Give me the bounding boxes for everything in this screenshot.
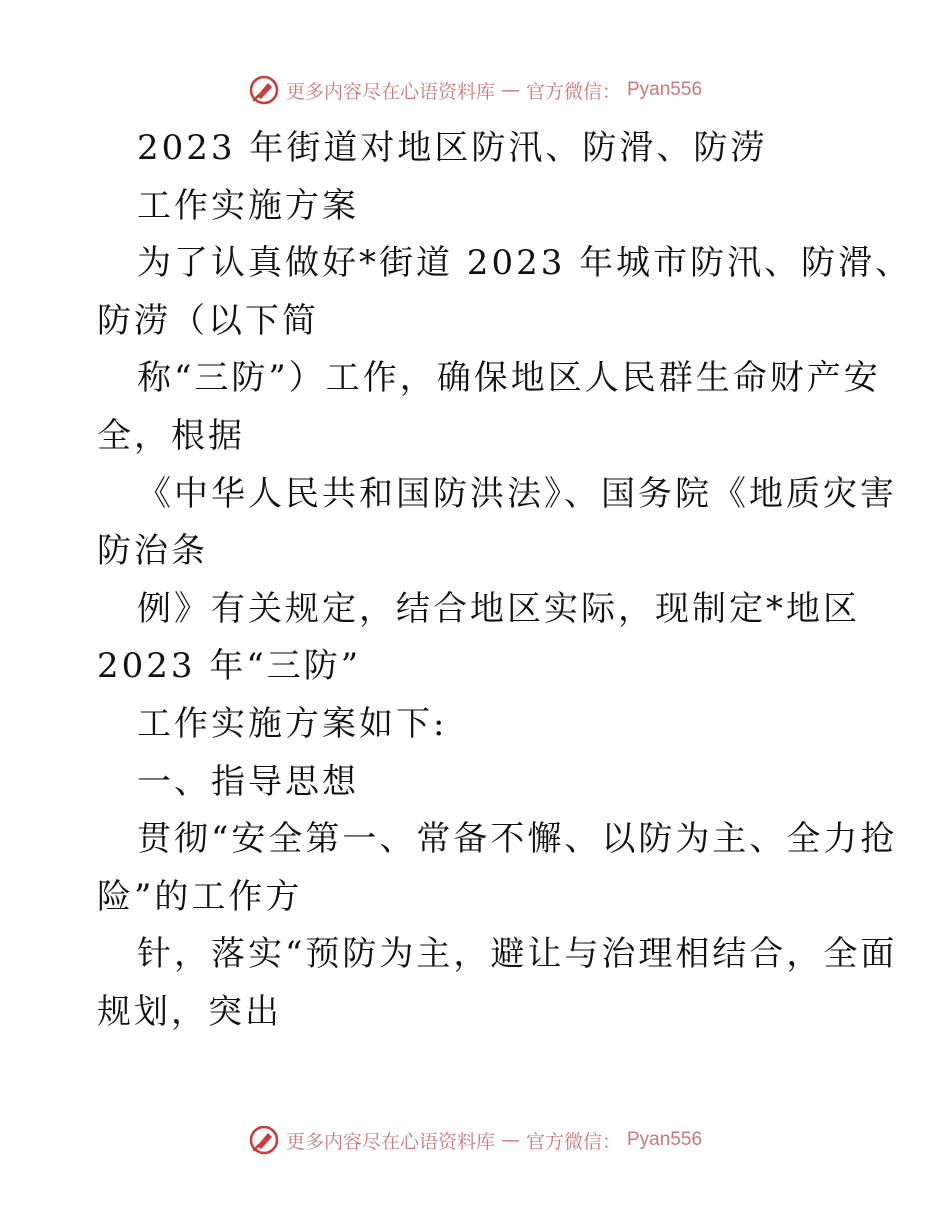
brand-logo-icon (248, 74, 280, 106)
document-text-line: 2023 年街道对地区防汛、防滑、防涝 (137, 128, 768, 168)
footer-watermark-banner (0, 1120, 950, 1160)
document-text-line: 《中华人民共和国防洪法》、国务院《地质灾害 (137, 473, 897, 514)
document-text-line: 贯彻“安全第一、常备不懈、以防为主、全力抢 (137, 819, 898, 860)
document-text-line: 一、指导思想 (137, 761, 359, 802)
document-text-line: 防涝（以下简 (97, 300, 319, 341)
document-body (97, 120, 913, 1042)
document-text-line: 防治条 (97, 531, 208, 572)
document-text-line: 例》有关规定，结合地区实际，现制定*地区 (137, 588, 860, 629)
banner-wechat-id: Pyan556 (627, 79, 703, 100)
document-text-line: 针，落实“预防为主，避让与治理相结合，全面 (137, 934, 898, 975)
banner-main-text: 更多内容尽在心语资料库 (285, 1130, 495, 1153)
document-text-line: 险”的工作方 (97, 876, 303, 917)
document-text-line: 工作实施方案 (137, 185, 359, 226)
document-text-line: 为了认真做好*街道 2023 年城市防汛、防滑、 (137, 243, 913, 284)
banner-wechat-label: 官方微信： (525, 80, 621, 103)
brand-logo-icon (248, 1124, 280, 1156)
banner-separator: — (500, 1129, 520, 1151)
banner-wechat-label: 官方微信： (525, 1130, 621, 1153)
header-watermark-banner (0, 70, 950, 110)
banner-separator: — (500, 79, 520, 101)
document-text-line: 工作实施方案如下: (137, 703, 448, 744)
document-text-line: 称“三防”）工作，确保地区人民群生命财产安 (137, 358, 881, 399)
document-text-line: 规划，突出 (97, 991, 282, 1032)
banner-wechat-id: Pyan556 (627, 1129, 703, 1150)
banner-main-text: 更多内容尽在心语资料库 (285, 80, 495, 103)
document-text-line: 全，根据 (97, 415, 245, 456)
document-text-line: 2023 年“三防” (97, 646, 362, 687)
